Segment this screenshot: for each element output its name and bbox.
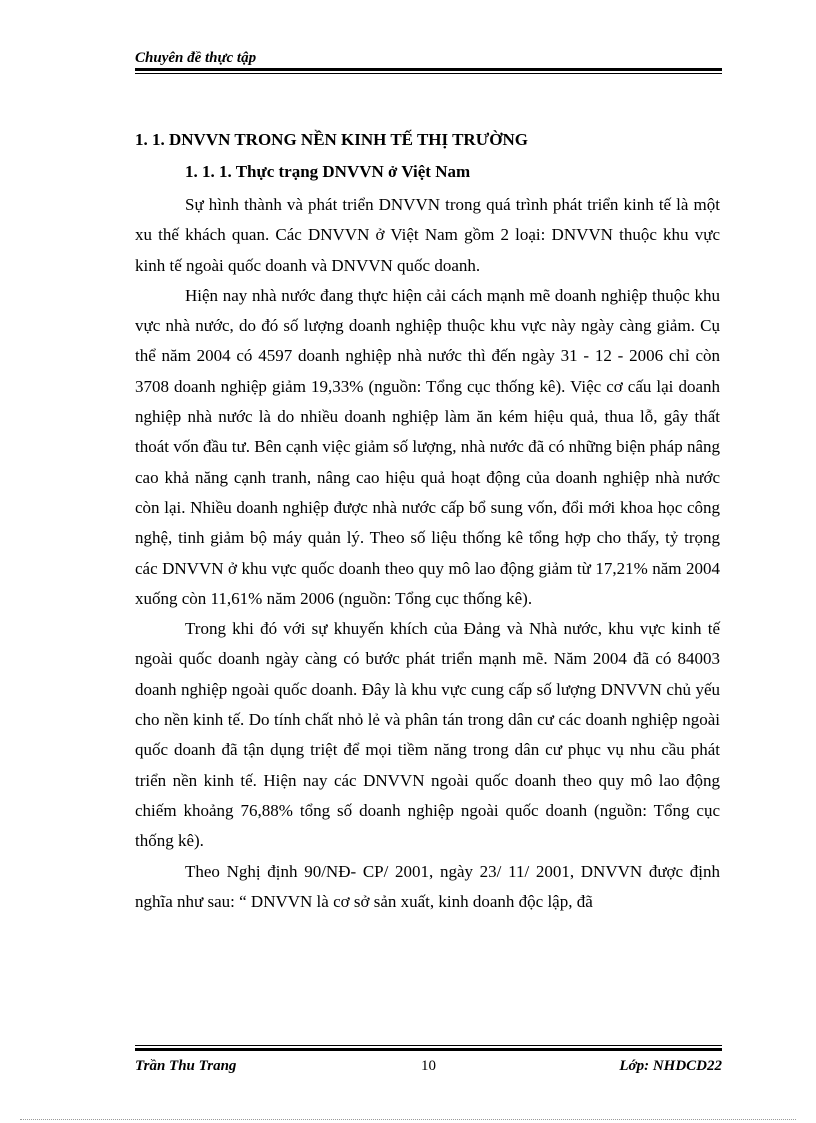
header-rule-thin (135, 73, 722, 74)
footer-rule-thin (135, 1045, 722, 1046)
paragraph-1: Sự hình thành và phát triển DNVVN trong quá trình phát triển kinh tế là một xu thế khách quan. Các DNVVN ở Việt Nam gồm 2 loại: DNVVN thuộc khu vực kinh tế ngoài quốc doanh và DNVVN quốc doanh. (135, 195, 720, 275)
footer-author: Trần Thu Trang (135, 1058, 237, 1074)
header-rule-thick (135, 68, 722, 71)
section-heading: 1. 1. DNVVN TRONG NỀN KINH TẾ THỊ TRƯỜNG (135, 130, 528, 149)
paragraph-3: Trong khi đó với sự khuyến khích của Đảng và Nhà nước, khu vực kinh tế ngoài quốc doanh ngày càng có bước phát triển mạnh mẽ. Năm 2004 đã có 84003 doanh nghiệp ngoài quốc doanh. Đây là khu vực cung cấp số lượng DNVVN chủ yếu cho nền kinh tế. Do tính chất nhỏ lẻ và phân tán trong dân cư các doanh nghiệp ngoài quốc doanh đã tận dụng triệt để mọi tiềm năng trong dân cư phục vụ nhu cầu phát triển nền kinh tế. Hiện nay các DNVVN ngoài quốc doanh theo quy mô lao động chiếm khoảng 76,88% tổng số doanh nghiệp ngoài quốc doanh (nguồn: Tổng cục thống kê). (135, 619, 720, 851)
footer-rule-thick (135, 1048, 722, 1051)
page-number: 10 (421, 1058, 436, 1074)
page-bottom-divider (20, 1119, 796, 1120)
footer-row (135, 1057, 722, 1077)
paragraph-2: Hiện nay nhà nước đang thực hiện cải cách mạnh mẽ doanh nghiệp thuộc khu vực nhà nước, do đó số lượng doanh nghiệp thuộc khu vực này ngày càng giảm. Cụ thể năm 2004 có 4597 doanh nghiệp nhà nước thì đến ngày 31 - 12 - 2006 chỉ còn 3708 doanh nghiệp giảm 19,33% (nguồn: Tổng cục thống kê). Việc cơ cấu lại doanh nghiệp nhà nước là do nhiều doanh nghiệp làm ăn kém hiệu quả, thua lỗ, gây thất thoát vốn đầu tư. Bên cạnh việc giảm số lượng, nhà nước đã có những biện pháp nâng cao khả năng cạnh tranh, nâng cao hiệu quả hoạt động của doanh nghiệp nhà nước còn lại. Nhiều doanh nghiệp được nhà nước cấp bổ sung vốn, đổi mới khoa học công nghệ, tinh giảm bộ máy quản lý. Theo số liệu thống kê tổng hợp cho thấy, tỷ trọng các DNVVN ở khu vực quốc doanh theo quy mô lao động giảm từ 17,21% năm 2004 xuống còn 11,61% năm 2006 (nguồn: Tổng cục thống kê). (135, 285, 721, 608)
subsection-heading: 1. 1. 1. Thực trạng DNVVN ở Việt Nam (185, 162, 471, 181)
header-title: Chuyên đề thực tập (135, 50, 257, 66)
document-body (135, 130, 720, 917)
paragraph-4: Theo Nghị định 90/NĐ- CP/ 2001, ngày 23/ 11/ 2001, DNVVN được định nghĩa như sau: “ DNVVN là cơ sở sản xuất, kinh doanh độc lập, đã (135, 861, 720, 911)
page-header (135, 49, 722, 67)
footer-class-label: Lớp: NHDCD22 (619, 1058, 722, 1074)
